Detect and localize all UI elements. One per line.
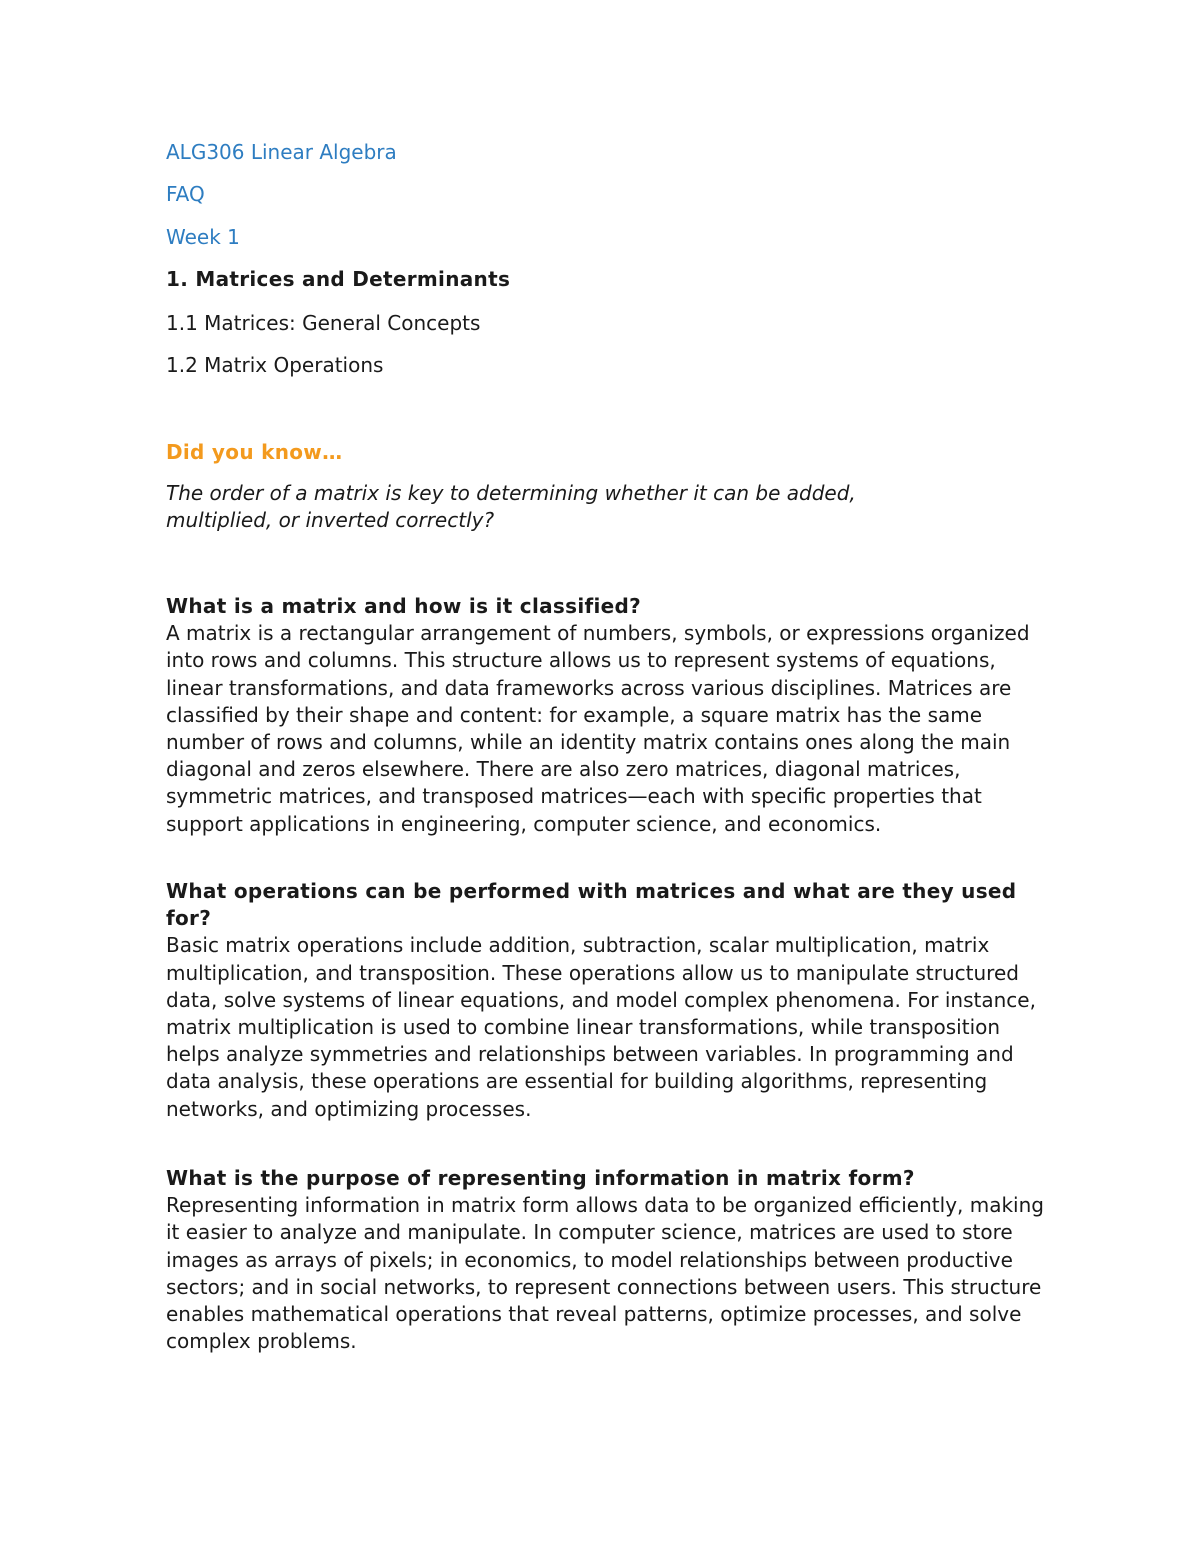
faq-item (166, 878, 1046, 1123)
doc-type-label: FAQ (166, 182, 205, 206)
did-you-know-title: Did you know… (166, 440, 343, 464)
course-title: ALG306 Linear Algebra (166, 140, 397, 164)
subsection-item: 1.1 Matrices: General Concepts (166, 311, 481, 335)
week-label: Week 1 (166, 225, 240, 249)
faq-answer: Basic matrix operations include addition, subtraction, scalar multiplication, matrix multiplication, and transposition. These operations allow us to manipulate structured data, solve systems of linear equations, and model complex phenomena. For instance, matrix multiplication is used to combine linear transformations, while transposition helps analyze symmetries and relationships between variables. In programming and data analysis, these operations are essential for building algorithms, representing networks, and optimizing processes. (166, 933, 1036, 1121)
section-title: 1. Matrices and Determinants (166, 267, 511, 291)
faq-item (166, 593, 1046, 838)
faq-question: What is the purpose of representing information in matrix form? (166, 1166, 915, 1190)
faq-question: What operations can be performed with matrices and what are they used for? (166, 879, 1017, 931)
faq-item (166, 1165, 1046, 1355)
faq-answer: Representing information in matrix form allows data to be organized efficiently, making it easier to analyze and manipulate. In computer science, matrices are used to store images as arrays of pixels; in economics, to model relationships between productive sectors; and in social networks, to represent connections between users. This structure enables mathematical operations that reveal patterns, optimize processes, and solve complex problems. (166, 1193, 1044, 1354)
faq-question: What is a matrix and how is it classified? (166, 594, 642, 618)
faq-answer: A matrix is a rectangular arrangement of numbers, symbols, or expressions organized into rows and columns. This structure allows us to represent systems of equations, linear transformations, and data frameworks across various disciplines. Matrices are classified by their shape and content: for example, a square matrix has the same number of rows and columns, while an identity matrix contains ones along the main diagonal and zeros elsewhere. There are also zero matrices, diagonal matrices, symmetric matrices, and transposed matrices—each with specific properties that support applications in engineering, computer science, and economics. (166, 621, 1030, 836)
did-you-know-text: The order of a matrix is key to determining whether it can be added, multiplied, or inverted correctly? (166, 481, 856, 532)
subsection-item: 1.2 Matrix Operations (166, 353, 384, 377)
